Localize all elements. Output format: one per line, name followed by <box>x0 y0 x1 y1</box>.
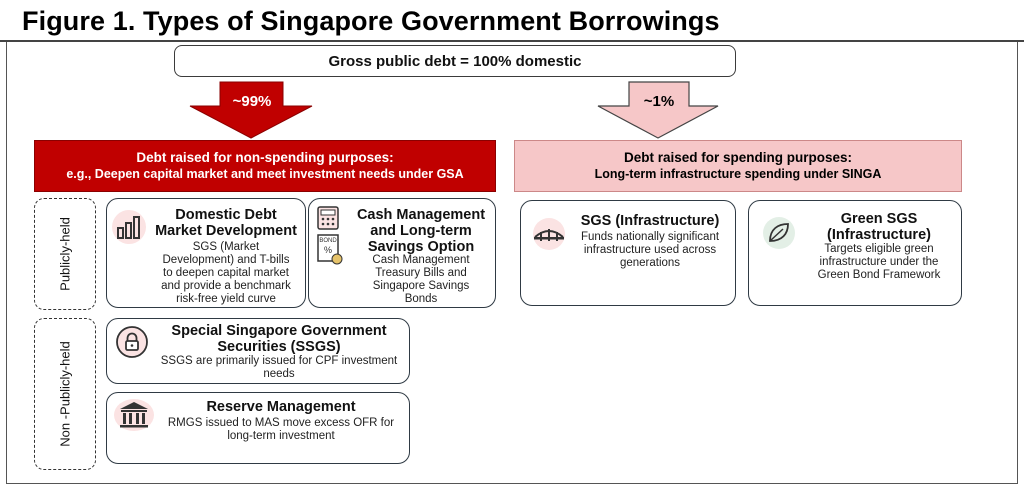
body-line: Green Bond Framework <box>817 269 941 281</box>
spending-banner <box>514 140 962 192</box>
body-line: Singapore Savings <box>372 280 470 292</box>
body-line: SGS (Market <box>192 241 260 253</box>
body-line: to deepen capital market <box>163 267 289 279</box>
ssgs-card <box>106 318 410 384</box>
bond-certificate-icon <box>315 233 345 272</box>
body-line: Bonds <box>404 293 438 305</box>
body-line: infrastructure under the <box>819 256 939 268</box>
body-line: long-term investment <box>227 430 335 442</box>
non-spending-banner <box>34 140 496 192</box>
non-spending-line2: e.g., Deepen capital market and meet investment needs under GSA <box>66 167 464 181</box>
figure-title: Figure 1. Types of Singapore Government Borrowings <box>22 6 720 36</box>
green-sgs-body <box>799 243 959 282</box>
cash-management-title <box>349 207 493 255</box>
non-publicly-held-label-box <box>34 318 96 470</box>
bar-chart-icon <box>111 209 147 250</box>
ssgs-title-l1: Special Singapore Government <box>171 323 387 339</box>
body-line: infrastructure used across <box>583 244 717 256</box>
cash-management-title-l3: Savings Option <box>367 239 475 255</box>
domestic-debt-title <box>149 207 303 239</box>
lock-icon <box>115 325 149 364</box>
leaf-icon <box>761 215 797 256</box>
ssgs-title <box>153 323 405 355</box>
domestic-debt-card <box>106 198 306 308</box>
body-line: Cash Management <box>372 254 470 266</box>
reserve-management-card <box>106 392 410 464</box>
body-line: RMGS issued to MAS move excess OFR for <box>167 417 395 429</box>
left-down-arrow <box>180 80 320 140</box>
body-line: needs <box>263 368 295 380</box>
body-line: Treasury Bills and <box>375 267 467 279</box>
body-line: and provide a benchmark <box>161 280 291 292</box>
cash-management-title-l2: and Long-term <box>370 223 472 239</box>
left-arrow-label: ~99% <box>232 93 272 110</box>
publicly-held-label: Publicly-held <box>57 217 73 291</box>
reserve-management-body <box>157 417 405 443</box>
bridge-icon <box>529 217 569 256</box>
calculator-icon <box>315 205 345 236</box>
cash-management-body <box>349 254 493 306</box>
bank-building-icon <box>113 397 155 438</box>
right-down-arrow <box>596 80 726 140</box>
svg-text:%: % <box>323 245 333 255</box>
spending-line2: Long-term infrastructure spending under SINGA <box>594 167 882 181</box>
body-line: Funds nationally significant <box>580 231 720 243</box>
gross-debt-label: Gross public debt = 100% domestic <box>328 52 582 70</box>
non-spending-line1: Debt raised for non-spending purposes: <box>136 150 394 165</box>
domestic-debt-title-l2: Market Development <box>155 223 297 239</box>
body-line: generations <box>619 257 681 269</box>
cash-management-title-l1: Cash Management <box>356 207 486 223</box>
body-line: Targets eligible green <box>824 243 934 255</box>
cash-management-card <box>308 198 496 308</box>
body-line: Development) and T-bills <box>162 254 290 266</box>
body-line: risk-free yield curve <box>176 293 276 305</box>
bond-icon-text: BOND <box>319 238 337 244</box>
sgs-infrastructure-card <box>520 200 736 306</box>
non-publicly-held-label: Non -Publicly-held <box>57 341 73 447</box>
sgs-infrastructure-body <box>567 231 733 270</box>
sgs-infrastructure-title: SGS (Infrastructure) <box>580 213 720 229</box>
right-arrow-label: ~1% <box>643 93 675 110</box>
publicly-held-label-box <box>34 198 96 310</box>
green-sgs-title-l1: Green SGS <box>840 211 918 227</box>
reserve-management-title: Reserve Management <box>206 399 356 415</box>
green-sgs-title-l2: (Infrastructure) <box>827 227 931 243</box>
domestic-debt-title-l1: Domestic Debt <box>175 207 277 223</box>
body-line: SSGS are primarily issued for CPF investment <box>160 355 398 367</box>
ssgs-body <box>153 355 405 381</box>
ssgs-title-l2: Securities (SSGS) <box>217 339 341 355</box>
gross-debt-box <box>174 45 736 77</box>
spending-line1: Debt raised for spending purposes: <box>623 150 853 165</box>
green-sgs-title <box>799 211 959 243</box>
domestic-debt-body <box>149 241 303 306</box>
green-sgs-card <box>748 200 962 306</box>
